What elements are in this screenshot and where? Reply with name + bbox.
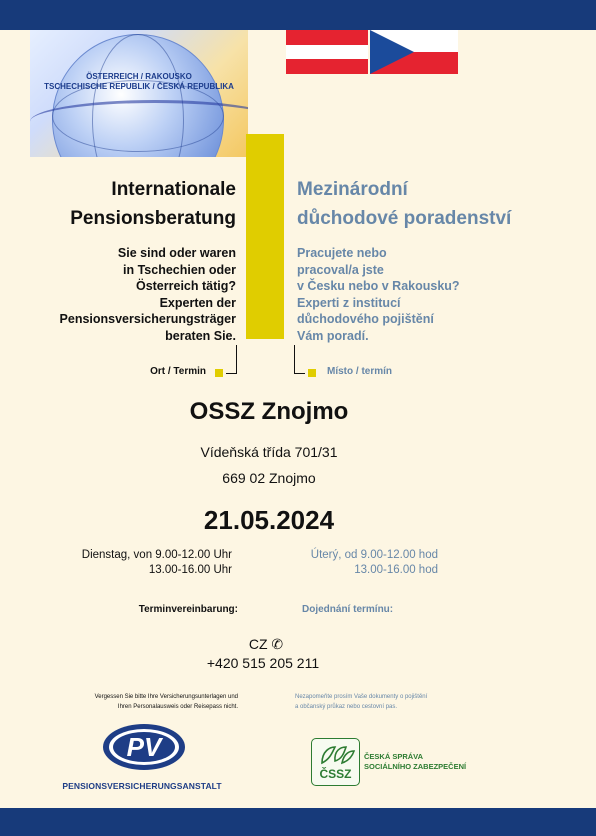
description-de: Sie sind oder waren in Tschechien oder Österreich tätig? Experten der Pensionsversicherungsträger beraten Sie. (59, 246, 236, 343)
title-cz (297, 175, 587, 233)
label-marker-cz (308, 369, 316, 377)
czech-flag-icon (370, 30, 458, 74)
venue-street: Vídeňská třída 701/31 (200, 444, 338, 460)
times-cz: Úterý, od 9.00-12.00 hod 13.00-16.00 hod (310, 549, 438, 576)
title-cz-line2b: poradenství (403, 208, 512, 229)
connector-cz (294, 345, 305, 374)
note-cz: Nezapomeňte prosím Vaše dokumenty o pojištění a občanský průkaz nebo cestovní pas. (295, 694, 428, 710)
globe-banner (30, 30, 248, 157)
title-cz-line2a: důchodové (297, 208, 399, 229)
yellow-divider-bar (246, 134, 284, 339)
bottom-band (0, 808, 596, 836)
location-label-de: Ort / Termin (150, 366, 206, 377)
appointment-label-de: Terminvereinbarung: (138, 604, 238, 615)
description-cz: Pracujete nebo pracoval/a jste v Česku nebo v Rakousku? Experti z institucí důchodového pojištění Vám poradí. (297, 246, 460, 343)
label-marker-de (215, 369, 223, 377)
austria-flag-icon (286, 30, 368, 74)
venue-name: OSSZ Znojmo (189, 398, 349, 425)
banner-countries-de: ÖSTERREICH / RAKOUSKO (86, 72, 192, 81)
times-de: Dienstag, von 9.00-12.00 Uhr 13.00-16.00 Uhr (81, 549, 232, 576)
pv-logo-letters: PV (126, 732, 162, 762)
title-cz-line1: Mezinárodní (297, 179, 408, 200)
banner-countries-cz: TSCHECHISCHE REPUBLIK / ČESKÁ REPUBLIKA (44, 82, 234, 91)
cssz-abbreviation: ČSSZ (319, 767, 352, 781)
phone-country-code: CZ ✆ (248, 636, 284, 652)
top-band (0, 0, 596, 30)
appointment-label-cz: Dojednání termínu: (302, 604, 394, 615)
venue-city: 669 02 Znojmo (222, 470, 316, 486)
cssz-logo (311, 738, 360, 786)
phone-number[interactable]: +420 515 205 211 (206, 655, 320, 671)
location-label-cz: Místo / termín (327, 366, 393, 377)
connector-de (226, 345, 237, 374)
title-de: Internationale Pensionsberatung (70, 179, 236, 229)
pv-name: PENSIONSVERSICHERUNGSANSTALT (62, 781, 222, 791)
cssz-name: ČESKÁ SPRÁVA SOCIÁLNÍHO ZABEZPEČENÍ (364, 752, 467, 771)
pv-logo-icon (101, 722, 187, 772)
note-de: Vergessen Sie bitte Ihre Versicherungsunterlagen und Ihren Personalausweis oder Reisepass nicht. (94, 694, 238, 710)
event-date: 21.05.2024 (203, 505, 335, 535)
